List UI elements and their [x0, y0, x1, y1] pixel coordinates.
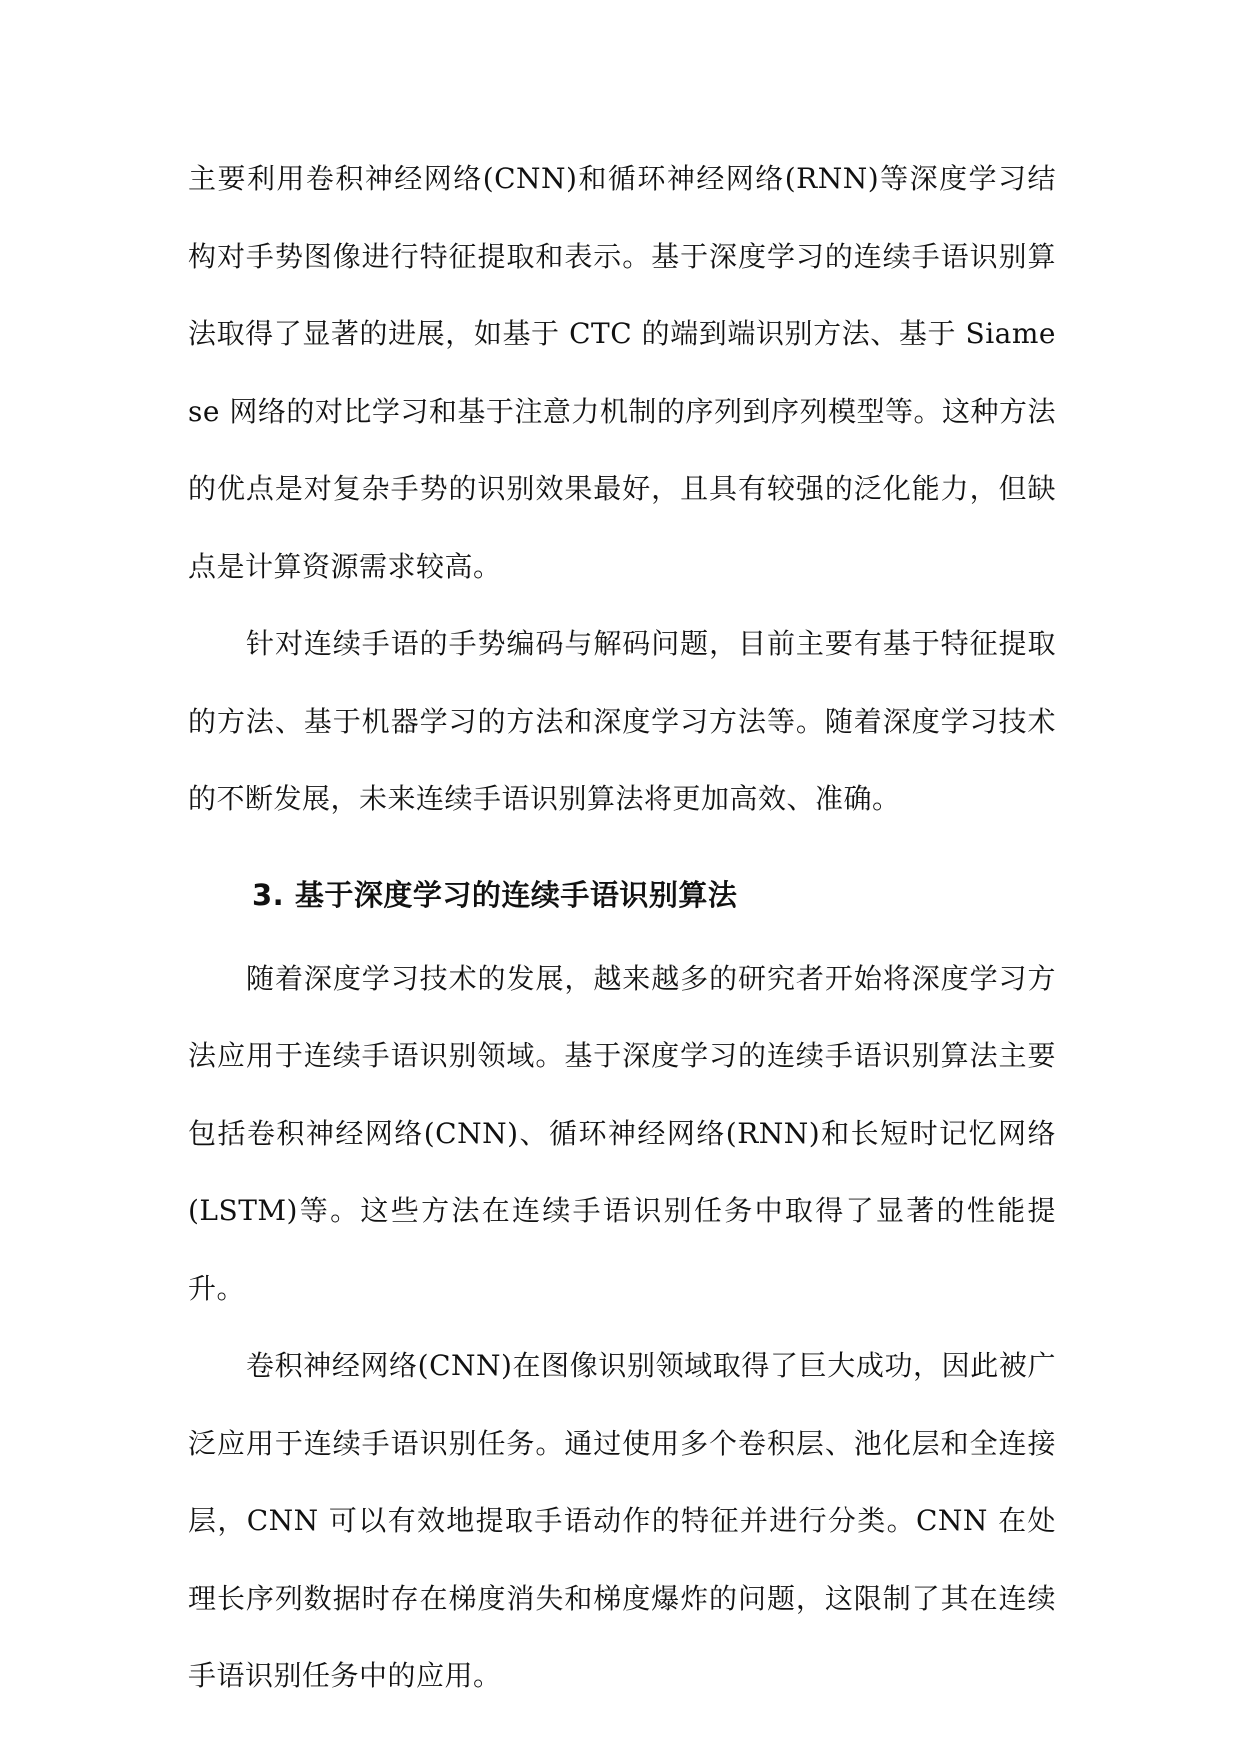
section-heading: [188, 860, 1056, 930]
document-body: [188, 140, 1056, 1715]
paragraph-cnn-details: 卷积神经网络(CNN)在图像识别领域取得了巨大成功，因此被广泛应用于连续手语识别任务。通过使用多个卷积层、池化层和全连接层，CNN 可以有效地提取手语动作的特征并进行分类。CNN 在处理长序列数据时存在梯度消失和梯度爆炸的问题，这限制了其在连续手语识别任务中的应用。: [188, 1349, 1056, 1692]
section-title: 基于深度学习的连续手语识别算法: [294, 877, 738, 912]
paragraph-cnn-rnn-overview: 主要利用卷积神经网络(CNN)和循环神经网络(RNN)等深度学习结构对手势图像进行特征提取和表示。基于深度学习的连续手语识别算法取得了显著的进展，如基于 CTC 的端到端识别方法、基于 Siamese 网络的对比学习和基于注意力机制的序列到序列模型等。这种方法的优点是对复杂手势的识别效果最好，且具有较强的泛化能力，但缺点是计算资源需求较高。: [188, 162, 1056, 583]
section-number: 3.: [252, 877, 285, 912]
paragraph-deep-learning-intro: 随着深度学习技术的发展，越来越多的研究者开始将深度学习方法应用于连续手语识别领域。基于深度学习的连续手语识别算法主要包括卷积神经网络(CNN)、循环神经网络(RNN)和长短时记忆网络(LSTM)等。这些方法在连续手语识别任务中取得了显著的性能提升。: [188, 961, 1056, 1305]
paragraph-encoding-decoding: 针对连续手语的手势编码与解码问题，目前主要有基于特征提取的方法、基于机器学习的方法和深度学习方法等。随着深度学习技术的不断发展，未来连续手语识别算法将更加高效、准确。: [188, 627, 1056, 815]
